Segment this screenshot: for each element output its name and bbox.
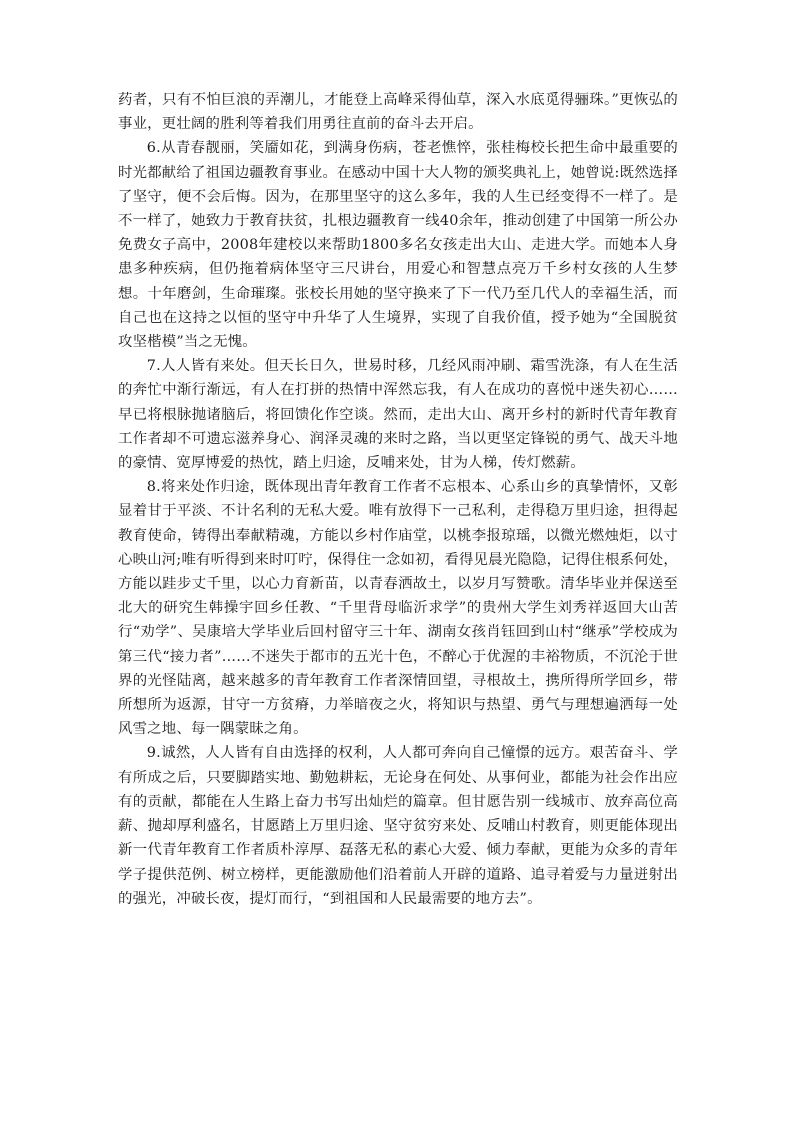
document-body	[118, 88, 678, 911]
paragraph-9: 9.诚然，人人皆有自由选择的权利，人人都可奔向自己憧憬的远方。艰苦奋斗、学有所成之后，只要脚踏实地、勤勉耕耘，无论身在何处、从事何业，都能为社会作出应有的贡献，都能在人生路上奋力书写出灿烂的篇章。但甘愿告别一线城市、放弃高位高薪、抛却厚利盛名，甘愿踏上万里归途、坚守贫穷来处、反哺山村教育，则更能体现出新一代青年教育工作者质朴淳厚、磊落无私的素心大爱、倾力奉献，更能为众多的青年学子提供范例、树立榜样，更能激励他们沿着前人开辟的道路、追寻着爱与力量迸射出的强光，冲破长夜，提灯而行，“到祖国和人民最需要的地方去”。	[118, 745, 678, 907]
paragraph-7: 7.人人皆有来处。但天长日久，世易时移，几经风雨冲刷、霜雪洗涤，有人在生活的奔忙中渐行渐远，有人在打拼的热情中浑然忘我，有人在成功的喜悦中迷失初心……早已将根脉抛诸脑后，将回馈化作空谈。然而，走出大山、离开乡村的新时代青年教育工作者却不可遗忘滋养身心、润泽灵魂的来时之路，当以更坚定锋锐的勇气、战天斗地的豪情、宽厚博爱的热忱，踏上归途，反哺来处，甘为人梯，传灯燃薪。	[118, 358, 678, 472]
paragraph-6: 6.从青春靓丽，笑靥如花，到满身伤病，苍老憔悴，张桂梅校长把生命中最重要的时光都献给了祖国边疆教育事业。在感动中国十大人物的颁奖典礼上，她曾说:既然选择了坚守，便不会后悔。因为，在那里坚守的这么多年，我的人生已经变得不一样了。是不一样了，她致力于教育扶贫，扎根边疆教育一线40余年，推动创建了中国第一所公办免费女子高中，2008年建校以来帮助1800多名女孩走出大山、走进大学。而她本人身患多种疾病，但仍拖着病体坚守三尺讲台，用爱心和智慧点亮万千乡村女孩的人生梦想。十年磨剑，生命璀璨。张校长用她的坚守换来了下一代乃至几代人的幸福生活，而自己也在这持之以恒的坚守中升华了人生境界，实现了自我价值，授予她为“全国脱贫攻坚楷模”当之无愧。	[118, 140, 678, 351]
paragraph-8: 8.将来处作归途，既体现出青年教育工作者不忘根本、心系山乡的真挚情怀，又彰显着甘于平淡、不计名利的无私大爱。唯有放得下一己私利，走得稳万里归途，担得起教育使命，铸得出奉献精魂，方能以乡村作庙堂，以桃李报琼瑶，以微光燃烛炬，以寸心映山河;唯有听得到来时叮咛，保得住一念如初，看得见晨光隐隐，记得住根系何处，方能以跬步丈千里，以心力育新苗，以青春洒故土，以岁月写赞歌。清华毕业并保送至北大的研究生韩操宇回乡任教、“千里背母临沂求学”的贵州大学生刘秀祥返回大山苦行“劝学”、吴康培大学毕业后回村留守三十年、湖南女孩肖钰回到山村“继承”学校成为第三代“接力者”……不迷失于都市的五光十色，不醉心于优渥的丰裕物质，不沉沦于世界的光怪陆离，越来越多的青年教育工作者深情回望，寻根故土，携所得所学回乡，带所想所为返源，甘守一方贫瘠，力举暗夜之火，将知识与热望、勇气与理想遍洒每一处风雪之地、每一隅蒙昧之角。	[118, 479, 678, 738]
paragraph-continuation: 药者，只有不怕巨浪的弄潮儿，才能登上高峰采得仙草，深入水底觅得骊珠。”更恢弘的事业，更壮阔的胜利等着我们用勇往直前的奋斗去开启。	[118, 92, 678, 133]
